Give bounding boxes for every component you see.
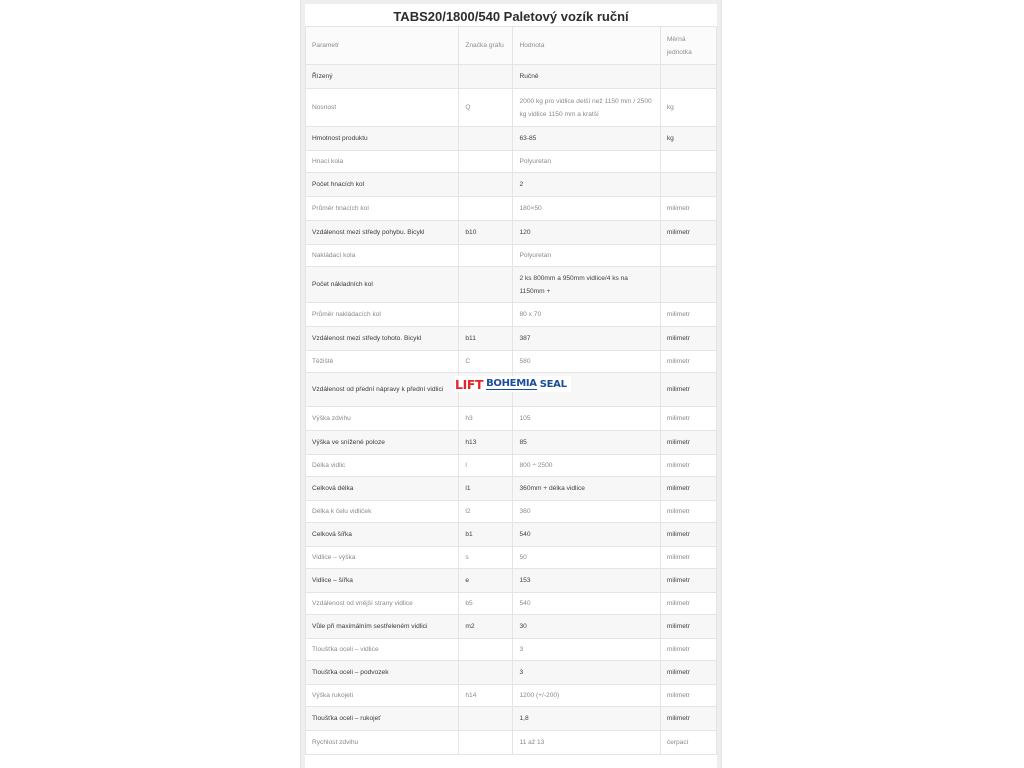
cell-hodnota: 180×50 bbox=[513, 197, 660, 221]
table-row bbox=[306, 455, 717, 477]
logo-lift: LIFT bbox=[455, 376, 484, 392]
cell-znacka bbox=[459, 707, 513, 731]
cell-parametr: Průměr hnacích kol bbox=[306, 197, 459, 221]
cell-hodnota: 2000 kg pro vidlice delší než 1150 mm / 2500 kg vidlice 1150 mm a kratší bbox=[513, 89, 660, 127]
cell-znacka: m2 bbox=[459, 615, 513, 639]
cell-jednotka: kg bbox=[660, 127, 716, 151]
table-row bbox=[306, 639, 717, 661]
table-row bbox=[306, 661, 717, 685]
cell-parametr: Tloušťka oceli – podvozek bbox=[306, 661, 459, 685]
table-row bbox=[306, 127, 717, 151]
cell-znacka: b10 bbox=[459, 221, 513, 245]
cell-jednotka: milimetr bbox=[660, 685, 716, 707]
cell-hodnota: 1200 (+/-200) bbox=[513, 685, 660, 707]
cell-znacka: b11 bbox=[459, 327, 513, 351]
cell-znacka bbox=[459, 639, 513, 661]
table-header-row bbox=[306, 27, 717, 65]
cell-hodnota: 2 ks 800mm a 950mm vidlice/4 ks na 1150mm + bbox=[513, 267, 660, 303]
cell-znacka: b5 bbox=[459, 593, 513, 615]
cell-hodnota: 360 bbox=[513, 501, 660, 523]
cell-znacka bbox=[459, 151, 513, 173]
cell-jednotka: milimetr bbox=[660, 661, 716, 685]
cell-jednotka bbox=[660, 267, 716, 303]
cell-jednotka: milimetr bbox=[660, 431, 716, 455]
cell-hodnota: 540 bbox=[513, 593, 660, 615]
cell-znacka: s bbox=[459, 547, 513, 569]
header-hodnota: Hodnota bbox=[513, 27, 660, 65]
cell-hodnota: Ručně bbox=[513, 65, 660, 89]
cell-parametr: Vzdálenost mezi středy tohoto. Bicykl bbox=[306, 327, 459, 351]
cell-jednotka: milimetr bbox=[660, 373, 716, 407]
cell-hodnota: 85 bbox=[513, 431, 660, 455]
cell-jednotka: milimetr bbox=[660, 327, 716, 351]
cell-parametr: Vzdálenost od přední nápravy k přední vidlici bbox=[306, 373, 459, 407]
cell-parametr: Výška ve snížené poloze bbox=[306, 431, 459, 455]
header-parametr: Parametr bbox=[306, 27, 459, 65]
table-row bbox=[306, 327, 717, 351]
cell-hodnota: 50 bbox=[513, 547, 660, 569]
cell-jednotka: milimetr bbox=[660, 569, 716, 593]
cell-parametr: Počet hnacích kol bbox=[306, 173, 459, 197]
table-row bbox=[306, 173, 717, 197]
cell-parametr: Vidlice – výška bbox=[306, 547, 459, 569]
cell-parametr: Řízený bbox=[306, 65, 459, 89]
cell-jednotka: milimetr bbox=[660, 455, 716, 477]
cell-jednotka: milimetr bbox=[660, 639, 716, 661]
cell-jednotka: milimetr bbox=[660, 615, 716, 639]
table-row bbox=[306, 593, 717, 615]
cell-znacka: l1 bbox=[459, 477, 513, 501]
table-row bbox=[306, 303, 717, 327]
cell-znacka: e bbox=[459, 569, 513, 593]
cell-parametr: Vidlice – šířka bbox=[306, 569, 459, 593]
cell-hodnota: 120 bbox=[513, 221, 660, 245]
cell-hodnota: 105 bbox=[513, 407, 660, 431]
header-jednotka: Měrná jednotka bbox=[660, 27, 716, 65]
cell-hodnota: 360mm + délka vidlice bbox=[513, 477, 660, 501]
cell-znacka: C bbox=[459, 351, 513, 373]
table-row bbox=[306, 221, 717, 245]
cell-znacka bbox=[459, 245, 513, 267]
table-row bbox=[306, 685, 717, 707]
lift-bohemia-seal-logo bbox=[455, 376, 571, 392]
table-row bbox=[306, 351, 717, 373]
product-title: TABS20/1800/540 Paletový vozík ruční bbox=[393, 9, 629, 24]
cell-parametr: Nosnost bbox=[306, 89, 459, 127]
cell-parametr: Nakládací kola bbox=[306, 245, 459, 267]
table-row bbox=[306, 267, 717, 303]
cell-znacka: h13 bbox=[459, 431, 513, 455]
cell-jednotka: milimetr bbox=[660, 303, 716, 327]
table-row bbox=[306, 151, 717, 173]
cell-jednotka bbox=[660, 151, 716, 173]
cell-jednotka: milimetr bbox=[660, 547, 716, 569]
logo-seal: SEAL bbox=[539, 378, 567, 390]
cell-hodnota: 30 bbox=[513, 615, 660, 639]
cell-jednotka: milimetr bbox=[660, 707, 716, 731]
cell-znacka bbox=[459, 731, 513, 755]
cell-parametr: Hmotnost produktu bbox=[306, 127, 459, 151]
cell-parametr: Hnací kola bbox=[306, 151, 459, 173]
cell-znacka bbox=[459, 661, 513, 685]
cell-znacka bbox=[459, 173, 513, 197]
cell-parametr: Vzdálenost od vnější strany vidlice bbox=[306, 593, 459, 615]
cell-znacka: l2 bbox=[459, 501, 513, 523]
cell-jednotka bbox=[660, 65, 716, 89]
cell-hodnota: 153 bbox=[513, 569, 660, 593]
cell-parametr: Délka k čelu vidliček bbox=[306, 501, 459, 523]
cell-hodnota: 540 bbox=[513, 523, 660, 547]
cell-parametr: Průměr nakládacích kol bbox=[306, 303, 459, 327]
cell-parametr: Vzdálenost mezi středy pohybu. Bicykl bbox=[306, 221, 459, 245]
cell-parametr: Tloušťka oceli – rukojeť bbox=[306, 707, 459, 731]
cell-hodnota: 800 ÷ 2500 bbox=[513, 455, 660, 477]
table-row bbox=[306, 245, 717, 267]
cell-parametr: Tloušťka oceli – vidlice bbox=[306, 639, 459, 661]
cell-jednotka: čerpací bbox=[660, 731, 716, 755]
cell-jednotka: milimetr bbox=[660, 221, 716, 245]
cell-parametr: Rychlost zdvihu bbox=[306, 731, 459, 755]
cell-hodnota: 387 bbox=[513, 327, 660, 351]
cell-hodnota: 3 bbox=[513, 639, 660, 661]
table-row bbox=[306, 615, 717, 639]
table-row bbox=[306, 707, 717, 731]
cell-parametr: Počet nákladních kol bbox=[306, 267, 459, 303]
cell-parametr: Výška zdvihu bbox=[306, 407, 459, 431]
cell-znacka: h3 bbox=[459, 407, 513, 431]
cell-hodnota: Polyuretan bbox=[513, 151, 660, 173]
cell-jednotka: milimetr bbox=[660, 501, 716, 523]
cell-parametr: Celková délka bbox=[306, 477, 459, 501]
table-row bbox=[306, 65, 717, 89]
cell-jednotka: milimetr bbox=[660, 197, 716, 221]
cell-hodnota: 11 až 13 bbox=[513, 731, 660, 755]
table-row bbox=[306, 89, 717, 127]
cell-jednotka: kg bbox=[660, 89, 716, 127]
table-row bbox=[306, 407, 717, 431]
cell-hodnota: 1,8 bbox=[513, 707, 660, 731]
table-row bbox=[306, 547, 717, 569]
cell-znacka bbox=[459, 127, 513, 151]
cell-hodnota: 2 bbox=[513, 173, 660, 197]
cell-znacka: h14 bbox=[459, 685, 513, 707]
cell-hodnota: 80 x 70 bbox=[513, 303, 660, 327]
cell-znacka bbox=[459, 267, 513, 303]
cell-hodnota: 63-85 bbox=[513, 127, 660, 151]
cell-parametr: Délka vidlic bbox=[306, 455, 459, 477]
table-row bbox=[306, 197, 717, 221]
table-row bbox=[306, 477, 717, 501]
cell-jednotka: milimetr bbox=[660, 523, 716, 547]
cell-parametr: Výška rukojeti bbox=[306, 685, 459, 707]
table-row bbox=[306, 731, 717, 755]
cell-znacka: l bbox=[459, 455, 513, 477]
cell-jednotka bbox=[660, 245, 716, 267]
cell-jednotka: milimetr bbox=[660, 351, 716, 373]
cell-znacka bbox=[459, 303, 513, 327]
cell-parametr: Vůle při maximálním sestřeleném vidlici bbox=[306, 615, 459, 639]
cell-jednotka: milimetr bbox=[660, 593, 716, 615]
cell-parametr: Těžiště bbox=[306, 351, 459, 373]
cell-parametr: Celková šířka bbox=[306, 523, 459, 547]
logo-bohemia: BOHEMIA bbox=[486, 378, 537, 389]
cell-znacka: b1 bbox=[459, 523, 513, 547]
table-row bbox=[306, 569, 717, 593]
cell-znacka: Q bbox=[459, 89, 513, 127]
cell-hodnota: 580 bbox=[513, 351, 660, 373]
cell-znacka bbox=[459, 197, 513, 221]
header-znacka: Značka grafu bbox=[459, 27, 513, 65]
table-row bbox=[306, 431, 717, 455]
cell-jednotka bbox=[660, 173, 716, 197]
cell-jednotka: milimetr bbox=[660, 407, 716, 431]
cell-hodnota: 3 bbox=[513, 661, 660, 685]
table-row bbox=[306, 501, 717, 523]
cell-znacka bbox=[459, 65, 513, 89]
table-row bbox=[306, 523, 717, 547]
cell-hodnota: Polyuretan bbox=[513, 245, 660, 267]
cell-jednotka: milimetr bbox=[660, 477, 716, 501]
